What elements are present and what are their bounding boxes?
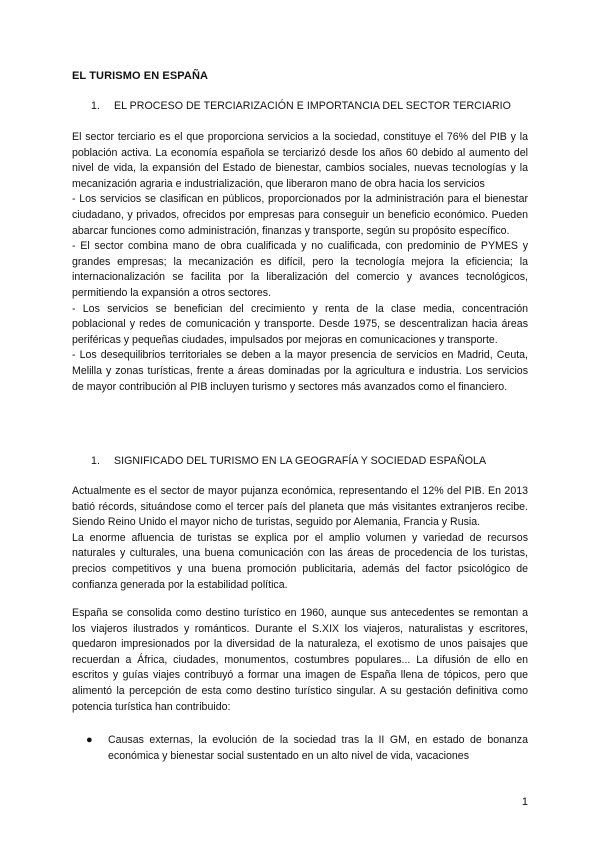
section-body-terciarizacion [72,130,528,395]
bullet-text: Causas externas, la evolución de la sociedad tras la II GM, en estado de bonanza económica y bienestar social sustentado en un alto nivel de vida, vacaciones [108,734,528,762]
paragraph: - Los servicios se benefician del crecimiento y renta de la clase media, concentración poblacional y redes de comunicación y transporte. Desde 1975, se descentralizan hacia áreas periféricas y pequeñas ciudades, impulsados por mejoras en comunicaciones y transporte. [72,302,528,346]
section-number: 1. [91,100,100,112]
section-heading-turismo [91,455,551,467]
section-number: 1. [91,455,100,467]
page-number: 1 [521,796,528,808]
paragraph: El sector terciario es el que proporciona servicios a la sociedad, constituye el 76% del PIB y la población activa. La economía española se terciarizó desde los años 60 debido al aumento del nivel de vida, la expansión del Estado de bienestar, cambios sociales, nuevas tecnologías y la mecanización agraria e industrialización, que liberaron mano de obra hacia los servicios [72,131,528,190]
section-body-turismo [72,484,528,593]
section-heading-text: EL PROCESO DE TERCIARIZACIÓN E IMPORTANCIA DEL SECTOR TERCIARIO [114,100,511,112]
section-heading-text: SIGNIFICADO DEL TURISMO EN LA GEOGRAFÍA Y SOCIEDAD ESPAÑOLA [114,455,487,467]
paragraph: - El sector combina mano de obra cualificada y no cualificada, con predominio de PYMES y grandes empresas; la mecanización es difícil, pero la tecnología mejora la eficiencia; la internacionalización se facilita por la liberalización del comercio y avances tecnológicos, permitiendo la expansión a otros sectores. [72,240,528,299]
bullet-item [86,733,528,764]
bullet-icon: ● [86,734,93,746]
paragraph: Actualmente es el sector de mayor pujanza económica, representando el 12% del PIB. En 2013 batió récords, situándose como el tercer país del planeta que más visitantes extranjeros recibe. Siendo Reino Unido el mayor nicho de turistas, seguido por Alemania, Francia y Rusia. [72,485,528,529]
paragraph: - Los servicios se clasifican en públicos, proporcionados por la administración para el bienestar ciudadano, y privados, ofrecidos por empresas para conseguir un beneficio económico. Pueden abarcar funciones como administración, finanzas y transporte, según su propósito específico. [72,193,528,237]
paragraph: La enorme afluencia de turistas se explica por el amplio volumen y variedad de recursos naturales y culturales, una buena comunicación con las áreas de procedencia de los turistas, precios competitivos y una buena promoción publicitaria, además del factor psicológico de confianza generada por la estabilidad política. [72,531,528,591]
document-title: EL TURISMO EN ESPAÑA [72,70,209,82]
paragraph: - Los desequilibrios territoriales se deben a la mayor presencia de servicios en Madrid, Ceuta, Melilla y zonas turísticas, frente a áreas dominadas por la agricultura e industria. Los servicios de mayor contribución al PIB incluyen turismo y sectores más avanzados como el financiero. [72,349,528,393]
history-paragraph [72,606,528,715]
section-heading-terciarizacion [91,100,551,112]
paragraph: España se consolida como destino turístico en 1960, aunque sus antecedentes se remontan a los viajeros ilustrados y románticos. Durante el S.XIX los viajeros, naturalistas y escritores, quedaron impresionados por la diversidad de la naturaleza, el exotismo de unos paisajes que recuerdan a África, ciudades, monumentos, costumbres populares... La difusión de ello en escritos y guías viajes contribuyó a formar una imagen de España llena de tópicos, pero que alimentó la percepción de esta como destino turístico singular. A su gestación definitiva como potencia turística han contribuido: [72,607,528,713]
